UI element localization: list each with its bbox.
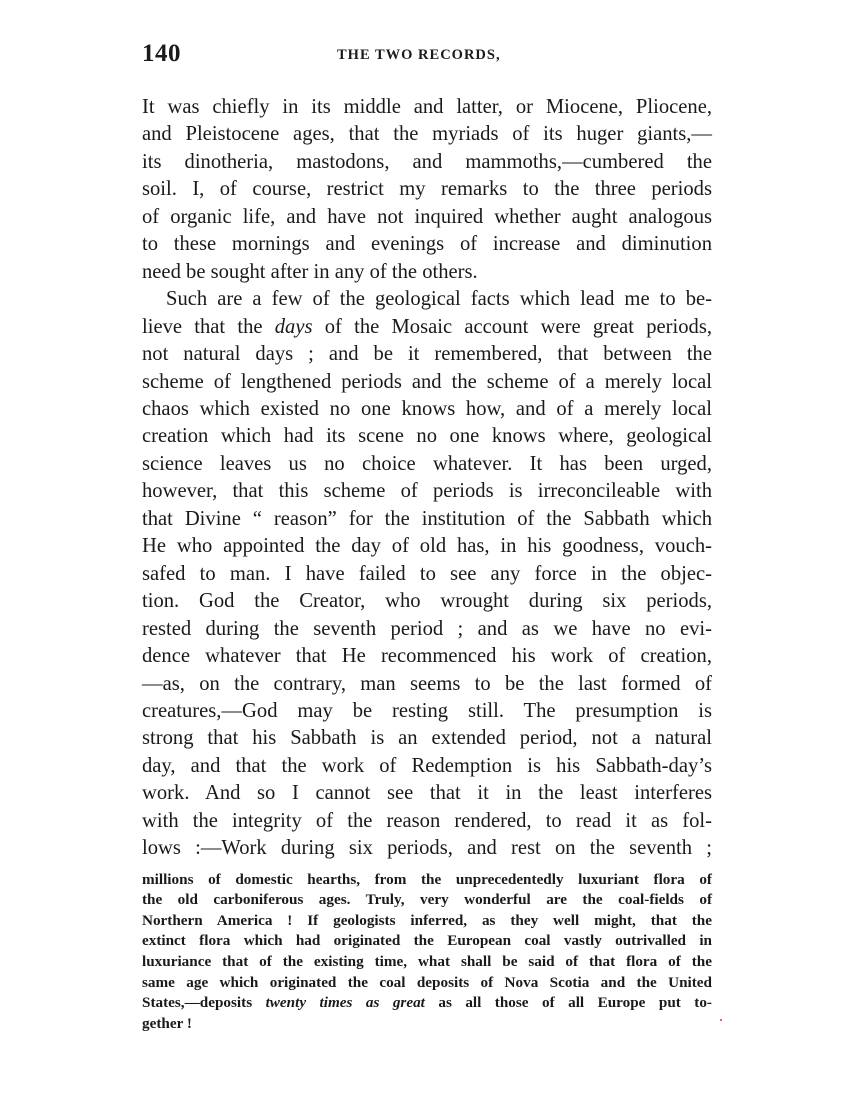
book-page xyxy=(142,40,712,1034)
text-line: however, that this scheme of periods is irreconcileable with xyxy=(142,480,712,503)
text-line: strong that his Sabbath is an extended period, not a natural xyxy=(142,727,712,750)
text-line: work. And so I cannot see that it in the least interferes xyxy=(142,782,712,805)
text-line: He who appointed the day of old has, in his goodness, vouch- xyxy=(142,535,712,558)
text-line: Such are a few of the geological facts which lead me to be- xyxy=(166,288,712,311)
text-line: to these mornings and evenings of increase and diminution xyxy=(142,233,712,256)
text-line: lows :—Work during six periods, and rest on the seventh ; xyxy=(142,837,712,860)
footnote-line: Northern America ! If geologists inferred, as they well might, that the xyxy=(142,911,712,929)
text-line xyxy=(142,314,712,341)
running-head xyxy=(142,40,712,74)
text-line: It was chiefly in its middle and latter, or Miocene, Pliocene, xyxy=(142,96,712,118)
text-line: not natural days ; and be it remembered, that between the xyxy=(142,343,712,366)
text-line: soil. I, of course, restrict my remarks to the three periods xyxy=(142,178,712,201)
footnote-line: millions of domestic hearths, from the unprecedentedly luxuriant flora of xyxy=(142,870,712,888)
text-run: of the Mosaic account were great periods, xyxy=(312,315,712,338)
ink-speck xyxy=(720,1019,722,1021)
text-run: lieve that the xyxy=(142,315,275,338)
text-line: of organic life, and have not inquired whether aught analogous xyxy=(142,205,712,228)
text-line: creation which had its scene no one knows where, geological xyxy=(142,425,712,448)
text-line: tion. God the Creator, who wrought during six periods, xyxy=(142,590,712,613)
paragraph-2 xyxy=(142,286,712,863)
footnote-line: luxuriance that of the existing time, what shall be said of that flora of the xyxy=(142,953,712,971)
text-line: need be sought after in any of the others. xyxy=(142,260,478,283)
footnote xyxy=(142,870,712,1035)
text-line: scheme of lengthened periods and the scheme of a merely local xyxy=(142,370,712,393)
text-line: with the integrity of the reason rendered, to read it as fol- xyxy=(142,809,712,832)
footnote-line xyxy=(142,993,712,1014)
text-run: States,—deposits xyxy=(142,994,266,1012)
text-line: day, and that the work of Redemption is his Sabbath-day’s xyxy=(142,754,712,777)
body-text xyxy=(142,94,712,863)
italic-phrase: twenty times as great xyxy=(265,994,425,1012)
footnote-line: gether ! xyxy=(142,1014,192,1032)
text-line: science leaves us no choice whatever. It has been urged, xyxy=(142,452,712,475)
running-title: THE TWO RECORDS, xyxy=(337,47,501,63)
footnote-line: same age which originated the coal deposits of Nova Scotia and the United xyxy=(142,973,712,991)
footnote-line: extinct flora which had originated the European coal vastly outrivalled in xyxy=(142,932,712,950)
text-line: rested during the seventh period ; and as we have no evi- xyxy=(142,617,712,640)
text-line: that Divine “ reason” for the institution of the Sabbath which xyxy=(142,507,712,530)
paragraph-1 xyxy=(142,94,712,286)
text-line: and Pleistocene ages, that the myriads of its huger giants,— xyxy=(142,123,712,146)
text-line: creatures,—God may be resting still. The presumption is xyxy=(142,699,712,722)
text-line: —as, on the contrary, man seems to be the last formed of xyxy=(142,672,712,695)
text-line: safed to man. I have failed to see any force in the objec- xyxy=(142,562,712,585)
footnote-line: the old carboniferous ages. Truly, very wonderful are the coal-fields of xyxy=(142,891,712,909)
italic-word: days xyxy=(274,315,313,338)
text-line: dence whatever that He recommenced his work of creation, xyxy=(142,645,712,668)
text-line: chaos which existed no one knows how, and of a merely local xyxy=(142,397,712,420)
text-run: as all those of all Europe put to- xyxy=(424,994,712,1012)
text-line: its dinotheria, mastodons, and mammoths,—cumbered the xyxy=(142,150,712,173)
page-number: 140 xyxy=(142,40,181,67)
